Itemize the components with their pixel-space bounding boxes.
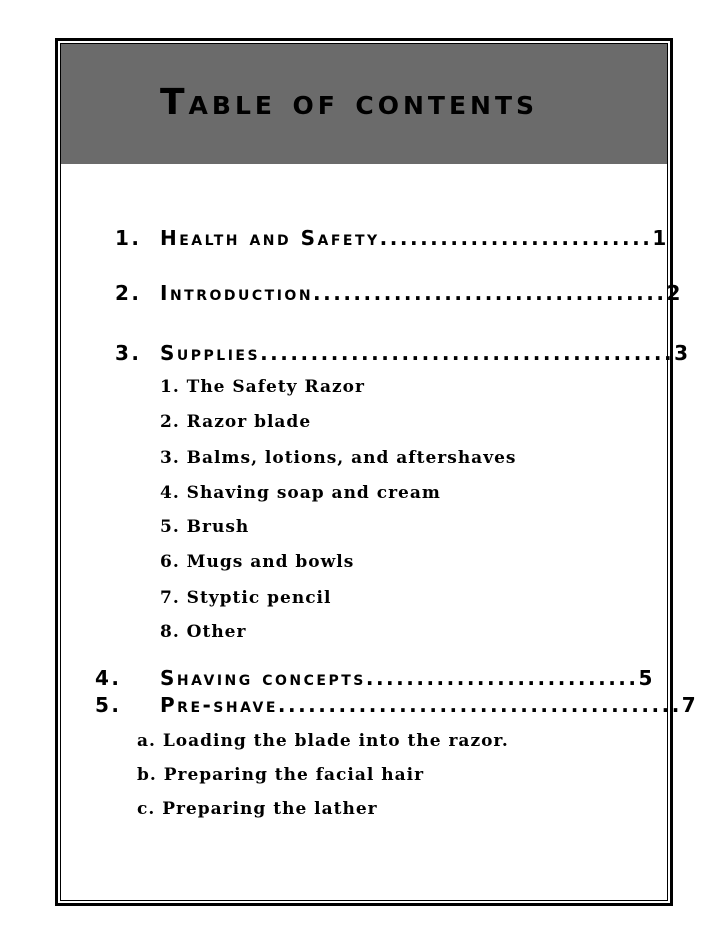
- toc-subentry: 2. Razor blade: [160, 412, 312, 432]
- toc-subentry: 4. Shaving soap and cream: [160, 483, 441, 503]
- page-title: Table of contents: [160, 82, 538, 123]
- toc-subentry: 3. Balms, lotions, and aftershaves: [160, 448, 517, 468]
- toc-entry-label: Pre-shave........................................7: [160, 693, 699, 717]
- toc-entry-number: 4.: [95, 666, 122, 690]
- toc-subentry: 1. The Safety Razor: [160, 377, 365, 397]
- toc-subentry: 7. Styptic pencil: [160, 588, 332, 608]
- toc-subentry: c. Preparing the lather: [137, 799, 378, 819]
- toc-subentry: 5. Brush: [160, 517, 250, 537]
- toc-entry-number: 1.: [115, 226, 142, 250]
- toc-entry-number: 5.: [95, 693, 122, 717]
- toc-entry-label: Supplies.........................................3: [160, 341, 691, 365]
- toc-entry-number: 3.: [115, 341, 142, 365]
- toc-entry-label: Introduction...................................2: [160, 281, 683, 305]
- toc-entry-label: Health and Safety...........................1: [160, 226, 669, 250]
- toc-entry-number: 2.: [115, 281, 142, 305]
- toc-subentry: 6. Mugs and bowls: [160, 552, 355, 572]
- toc-subentry: b. Preparing the facial hair: [137, 765, 425, 785]
- toc-entry-label: Shaving concepts...........................5: [160, 666, 655, 690]
- toc-subentry: 8. Other: [160, 622, 247, 642]
- toc-subentry: a. Loading the blade into the razor.: [137, 731, 509, 751]
